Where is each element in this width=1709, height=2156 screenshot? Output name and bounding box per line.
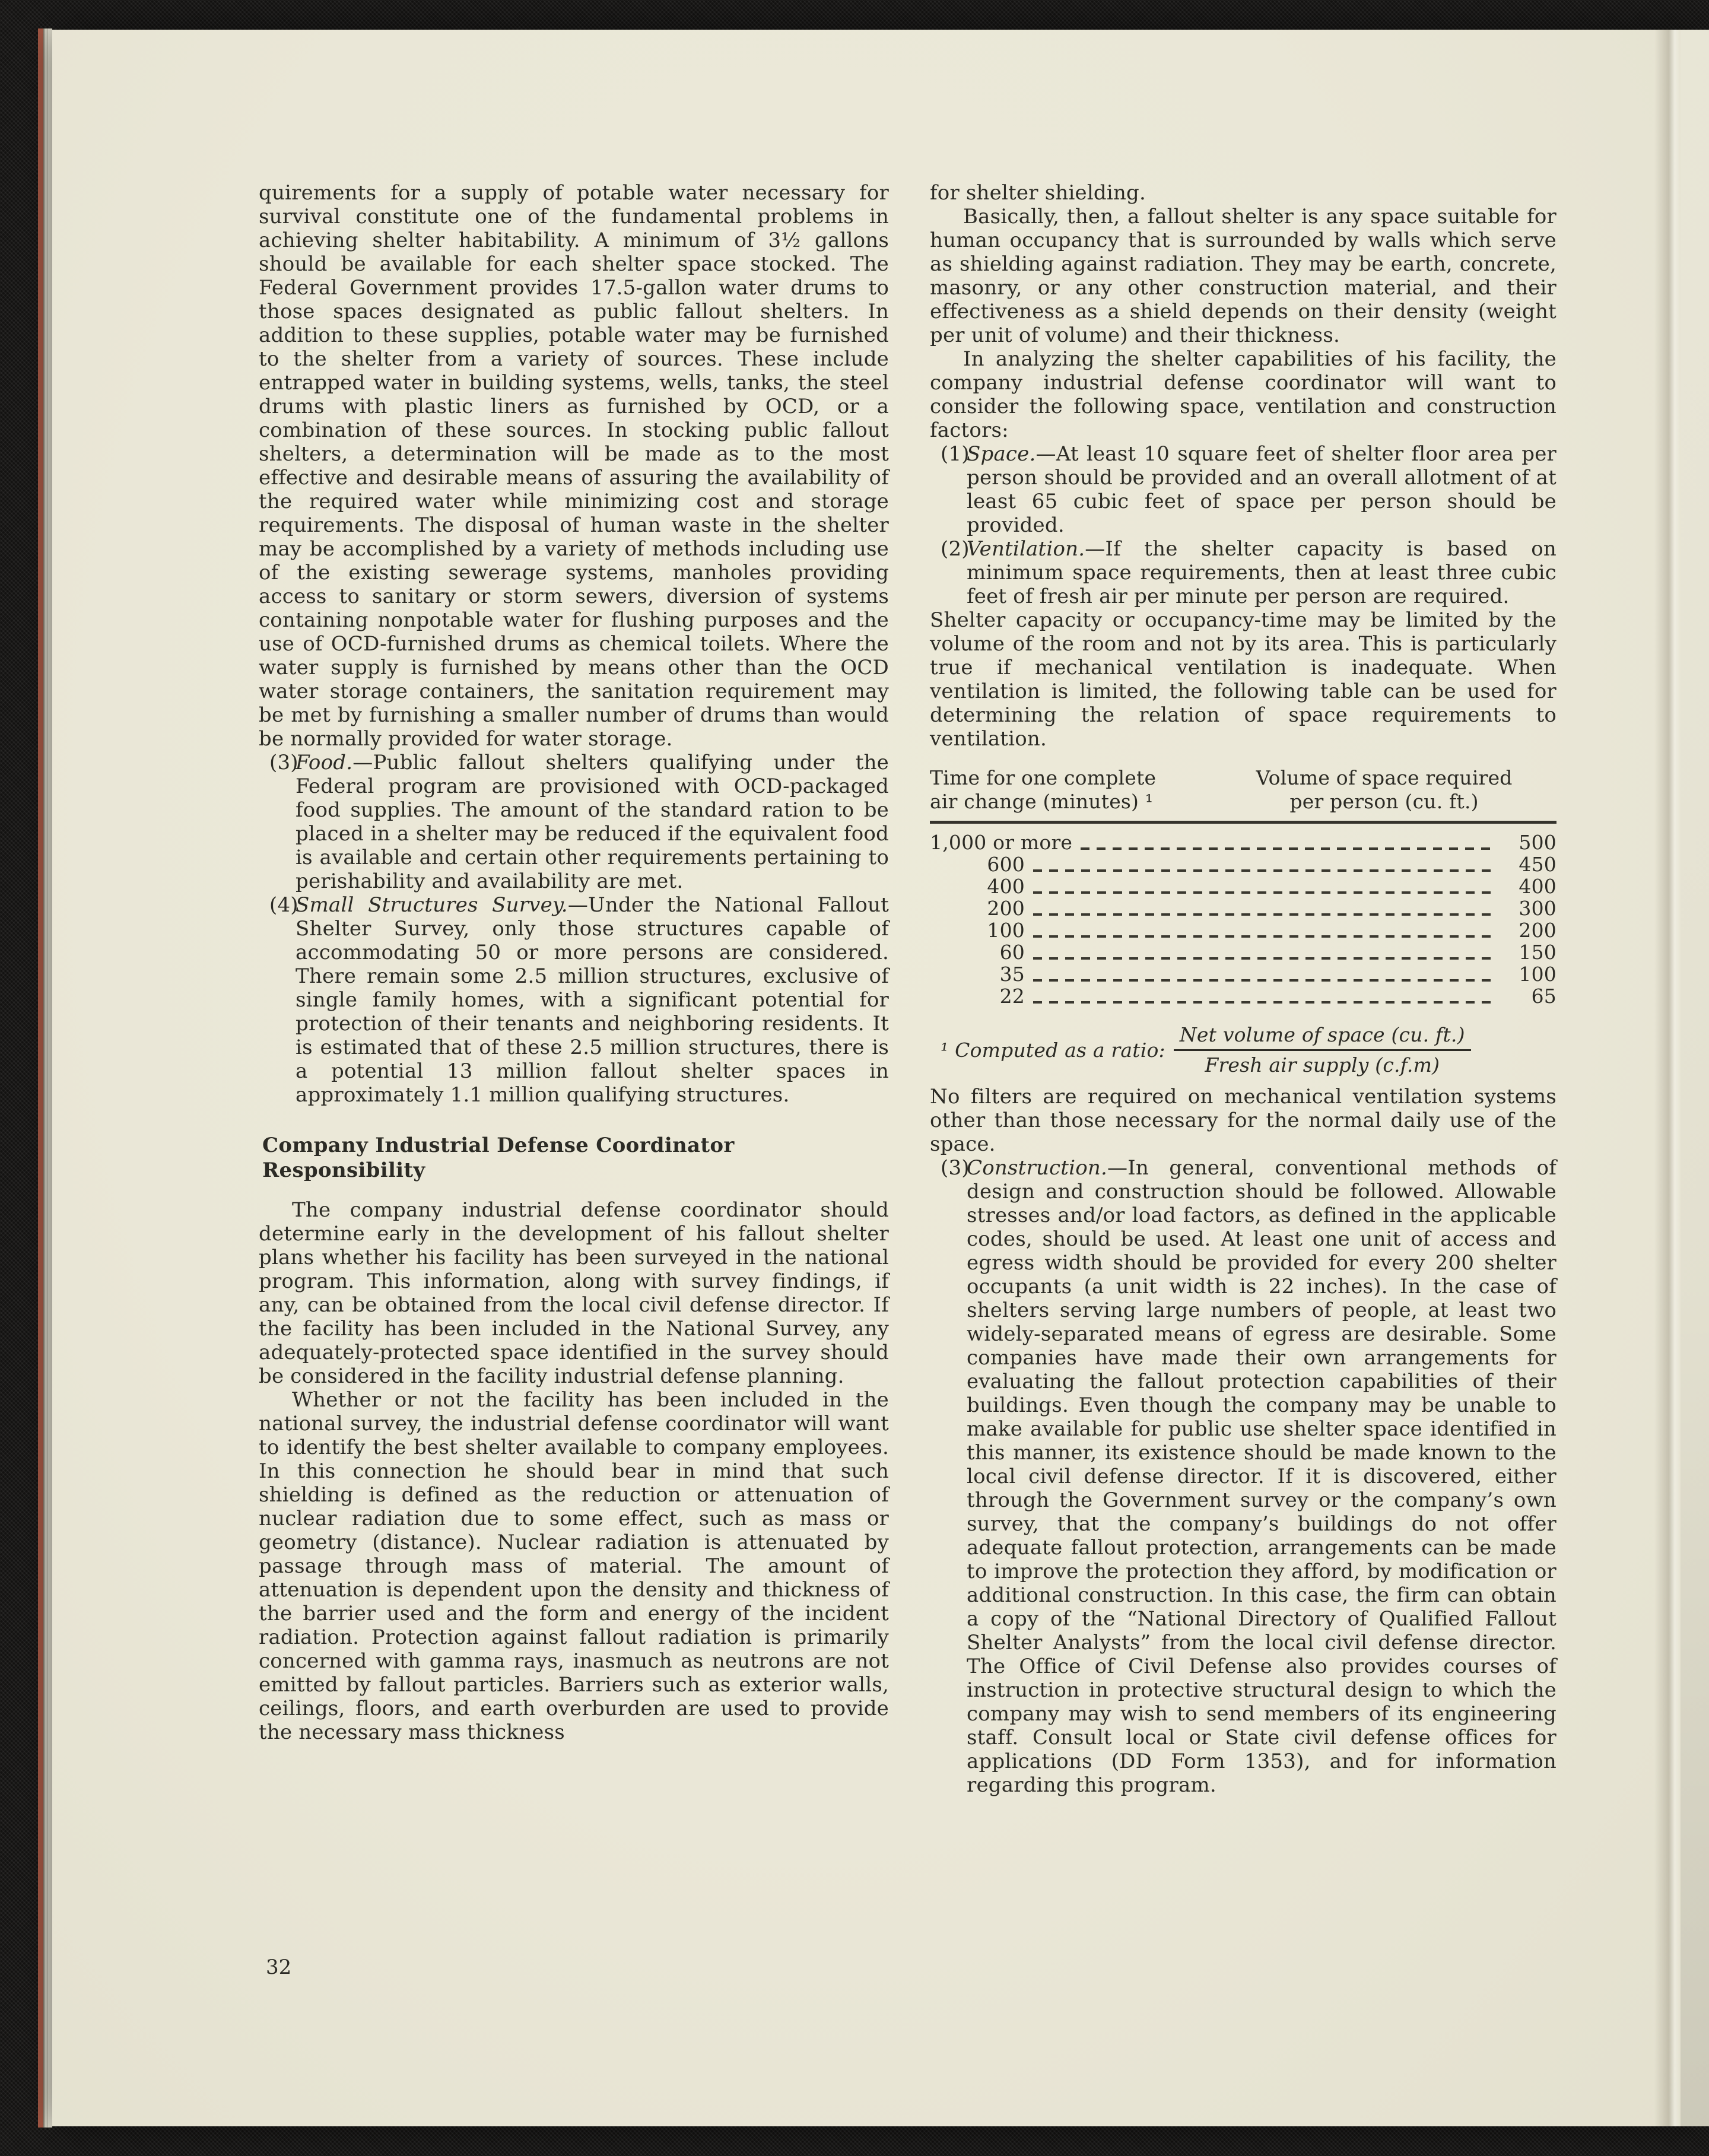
dash-leader [1033, 957, 1495, 960]
right-column [930, 181, 1556, 1797]
cell-volume: 300 [1519, 897, 1556, 920]
table-row [930, 964, 1556, 985]
paragraph: The company industrial defense coordinator should determine early in the development of his fallout shelter plans whether his facility has been surveyed in the national program. This information, along with survey findings, if any, can be obtained from the local civil defense director. If the facility has been included in the National Survey, any adequately-protected space identified in the survey should be considered in the facility industrial defense planning. [259, 1198, 889, 1388]
item-number: (1) [941, 442, 970, 466]
page-edge-stack [38, 28, 52, 2128]
list-item-ventilation [930, 537, 1556, 608]
cell-volume: 450 [1519, 853, 1556, 876]
footnote-lead-text: Computed as a ratio: [955, 1038, 1165, 1062]
item-text: —In general, conventional methods of design and construction should be followed. Allowable stresses and/or load factors, as defined in the applicable codes, should be used. At least one unit of access and egress width should be provided for every 200 shelter occupants (a unit width is 22 inches). In the case of shelters serving large numbers of people, at least two widely-separated means of egress are desirable. Some companies have made their own arrangements for evaluating the fallout protection capabilities of their buildings. Even though the company may be unable to make available for public use shelter space identified in this manner, its existence should be made known to the local civil defense director. If it is discovered, either through the Government survey or the company’s own survey, that the company’s buildings do not offer adequate fallout protection, arrangements can be made to improve the protection they afford, by modification or additional construction. In this case, the firm can obtain a copy of the “National Directory of Qualified Fallout Shelter Analysts” from the local civil defense director. The Office of Civil Defense also provides courses of instruction in protective structural design to which the company may wish to send members of its engineering staff. Consult local or State civil defense offices for applications (DD Form 1353), and for information regarding this program. [967, 1156, 1556, 1797]
item-number: (2) [941, 537, 970, 561]
cell-volume: 100 [1519, 963, 1556, 986]
footnote-lead [941, 1039, 1165, 1062]
dash-leader [1081, 847, 1495, 850]
dash-leader [1033, 869, 1495, 872]
item-term: Construction. [967, 1156, 1107, 1180]
cell-time: 100 [987, 919, 1025, 942]
table-row [930, 876, 1556, 897]
table-row [930, 832, 1556, 853]
item-term: Ventilation. [967, 537, 1085, 561]
header-line: per person (cu. ft.) [1289, 790, 1479, 813]
item-term: Space. [967, 442, 1036, 466]
book-page [52, 30, 1709, 2126]
item-term: Food. [296, 751, 353, 774]
dash-leader [1033, 935, 1495, 938]
paragraph: Whether or not the facility has been included in the national survey, the industrial defense coordinator will want to identify the best shelter available to company employees. In this connection he should bear in mind that such shielding is defined as the reduction or attenuation of nuclear radiation due to some effect, such as mass or geometry (distance). Nuclear radiation is attenuated by passage through mass of material. The amount of attenuation is dependent upon the density and thickness of the barrier used and the form and energy of the incident radiation. Protection against fallout radiation is primarily concerned with gamma rays, inasmuch as neutrons are not emitted by fallout particles. Barriers such as exterior walls, ceilings, floors, and earth overburden are used to provide the necessary mass thickness [259, 1388, 889, 1744]
page-fold-shadow [1654, 30, 1681, 2126]
table-row [930, 920, 1556, 941]
cell-volume: 150 [1519, 941, 1556, 964]
table-header-volume [1212, 766, 1556, 814]
ventilation-note-paragraph: Shelter capacity or occupancy-time may be limited by the volume of the room and not by its area. This is particularly true if mechanical ventilation is inadequate. When ventilation is limited, the following table can be used for determining the relation of space requirements to ventilation. [930, 608, 1556, 751]
header-line: air change (minutes) ¹ [930, 790, 1154, 813]
table-row [930, 986, 1556, 1007]
cell-time: 22 [999, 985, 1025, 1008]
item-text: —At least 10 square feet of shelter floor area per person should be provided and an overall allotment of at least 65 cubic feet of space per person should be provided. [967, 442, 1556, 537]
dash-leader [1033, 913, 1495, 916]
cell-volume: 200 [1519, 919, 1556, 942]
fraction-numerator: Net volume of space (cu. ft.) [1174, 1024, 1471, 1051]
list-item-food [259, 751, 889, 893]
item-text: —Public fallout shelters qualifying under the Federal program are provisioned with OCD-packaged food supplies. The amount of the standard ration to be placed in a shelter may be reduced if the equivalent food is available and certain other requirements pertaining to perishability and availability are met. [296, 751, 889, 893]
cell-time: 200 [987, 897, 1025, 920]
dash-leader [1033, 891, 1495, 894]
dash-leader [1033, 1001, 1495, 1004]
item-term: Small Structures Survey. [296, 893, 568, 917]
cell-volume: 400 [1519, 875, 1556, 898]
cell-time: 35 [999, 963, 1025, 986]
continuation-paragraph: quirements for a supply of potable water necessary for survival constitute one of the fundamental problems in achieving shelter habitability. A minimum of 3½ gallons should be available for each shelter space stocked. The Federal Government provides 17.5-gallon water drums to those spaces designated as public fallout shelters. In addition to these supplies, potable water may be furnished to the shelter from a variety of sources. These include entrapped water in building systems, wells, tanks, the steel drums with plastic liners as furnished by OCD, or a combination of these sources. In stocking public fallout shelters, a determination will be made as to the most effective and desirable means of assuring the availability of the required water while minimizing cost and storage requirements. The disposal of human waste in the shelter may be accomplished by a variety of methods including use of the existing sewerage systems, manholes providing access to sanitary or storm sewers, diversion of systems containing nonpotable water for flushing purposes and the use of OCD-furnished drums as chemical toilets. Where the water supply is furnished by means other than the OCD water storage containers, the sanitation requirement may be met by furnishing a smaller number of drums than would be normally provided for water storage. [259, 181, 889, 751]
section-heading: Company Industrial Defense Coordinator Responsibility [262, 1133, 735, 1182]
fraction-denominator: Fresh air supply (c.f.m) [1205, 1053, 1440, 1077]
left-column [259, 181, 889, 1744]
dash-leader [1033, 979, 1495, 982]
continuation-line: for shelter shielding. [930, 181, 1146, 205]
footnote-marker: ¹ [941, 1038, 949, 1062]
cell-time: 400 [987, 875, 1025, 898]
ventilation-table [930, 766, 1556, 1077]
cell-time: 600 [987, 853, 1025, 876]
facing-page-strip [1681, 30, 1709, 2126]
ratio-fraction [1174, 1024, 1471, 1077]
list-item-space [930, 442, 1556, 537]
item-number: (4) [269, 893, 298, 917]
paragraph: In analyzing the shelter capabilities of his facility, the company industrial defense coordinator will want to consider the following space, ventilation and construction factors: [930, 347, 1556, 442]
table-row [930, 942, 1556, 963]
cell-time: 60 [999, 941, 1025, 964]
item-number: (3) [941, 1156, 970, 1180]
table-row [930, 898, 1556, 919]
table-footnote [941, 1024, 1556, 1077]
item-number: (3) [269, 751, 298, 774]
header-line: Volume of space required [1256, 766, 1513, 789]
table-header [930, 766, 1556, 814]
paragraph: Basically, then, a fallout shelter is any space suitable for human occupancy that is surrounded by walls which serve as shielding against radiation. They may be earth, concrete, masonry, or any other construction material, and their effectiveness as a shield depends on their density (weight per unit of volume) and their thickness. [930, 205, 1556, 347]
item-text: —If the shelter capacity is based on minimum space requirements, then at least three cubic feet of fresh air per minute per person are required. [967, 537, 1556, 608]
header-line: Time for one complete [930, 766, 1157, 789]
page-number: 32 [266, 1955, 292, 1979]
cell-volume: 65 [1531, 985, 1556, 1008]
list-item-small-structures-survey [259, 893, 889, 1107]
cell-time: 1,000 or more [930, 831, 1073, 854]
item-text: —Under the National Fallout Shelter Survey, only those structures capable of accommodating 50 or more persons are considered. There remain some 2.5 million structures, exclusive of single family homes, with a significant potential for protection of their tenants and neighboring residents. It is estimated that of these 2.5 million structures, there is a potential 13 million fallout shelter spaces in approximately 1.1 million qualifying structures. [296, 893, 889, 1107]
paragraph: No filters are required on mechanical ventilation systems other than those necessary for the normal daily use of the space. [930, 1085, 1556, 1156]
table-rule [930, 821, 1556, 824]
table-row [930, 854, 1556, 875]
cell-volume: 500 [1519, 831, 1556, 854]
list-item-construction [930, 1156, 1556, 1797]
table-header-time [930, 766, 1212, 814]
